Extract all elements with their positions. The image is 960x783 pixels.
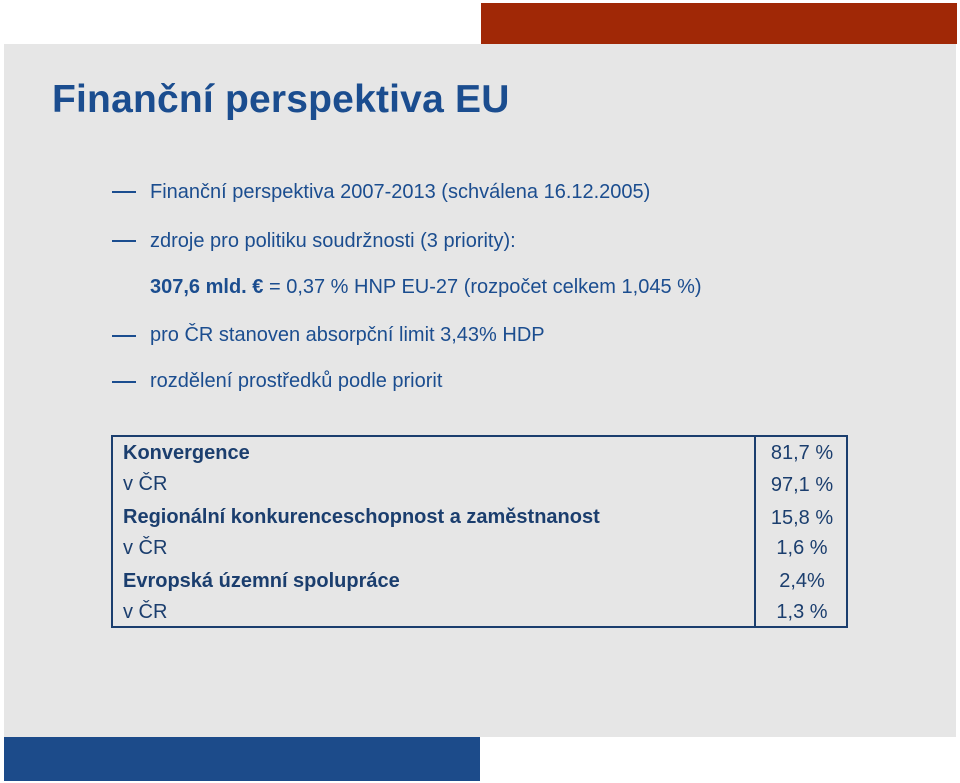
- bullet-cohesion-sources: zdroje pro politiku soudržnosti (3 priority):: [150, 230, 516, 252]
- table-row-value: 2,4%: [779, 570, 825, 592]
- bullet-allocation: rozdělení prostředků podle priorit: [150, 370, 443, 392]
- top-accent-bar: [481, 3, 957, 44]
- amount-value: 307,6 mld. €: [150, 276, 264, 298]
- table-row-sublabel: v ČR: [123, 473, 168, 495]
- table-row-value: 81,7 %: [770, 442, 834, 464]
- bullet-dash: [112, 335, 136, 337]
- bullet-dash: [112, 191, 136, 193]
- amount-description: = 0,37 % HNP EU-27 (rozpočet celkem 1,045 %): [263, 276, 702, 298]
- table-row-subvalue: 97,1 %: [770, 474, 834, 496]
- table-row-sublabel: v ČR: [123, 537, 168, 559]
- table-row-value: 15,8 %: [770, 507, 834, 529]
- table-row-sublabel: v ČR: [123, 601, 168, 623]
- table-row-subvalue: 1,3 %: [776, 601, 828, 623]
- bullet-financial-perspective: Finanční perspektiva 2007-2013 (schválena 16.12.2005): [150, 181, 651, 203]
- table-row-label: Konvergence: [123, 442, 250, 464]
- bullet-dash: [112, 240, 136, 242]
- slide-background: [4, 44, 956, 737]
- table-row-subvalue: 1,6 %: [776, 537, 828, 559]
- bottom-accent-bar: [4, 737, 480, 781]
- slide-title: Finanční perspektiva EU: [52, 78, 510, 121]
- bullet-amount-line: [150, 275, 702, 299]
- bullet-absorption-limit: pro ČR stanoven absorpční limit 3,43% HDP: [150, 324, 545, 346]
- bullet-dash: [112, 381, 136, 383]
- table-row-label: Regionální konkurenceschopnost a zaměstnanost: [123, 506, 600, 528]
- table-row-label: Evropská územní spolupráce: [123, 570, 400, 592]
